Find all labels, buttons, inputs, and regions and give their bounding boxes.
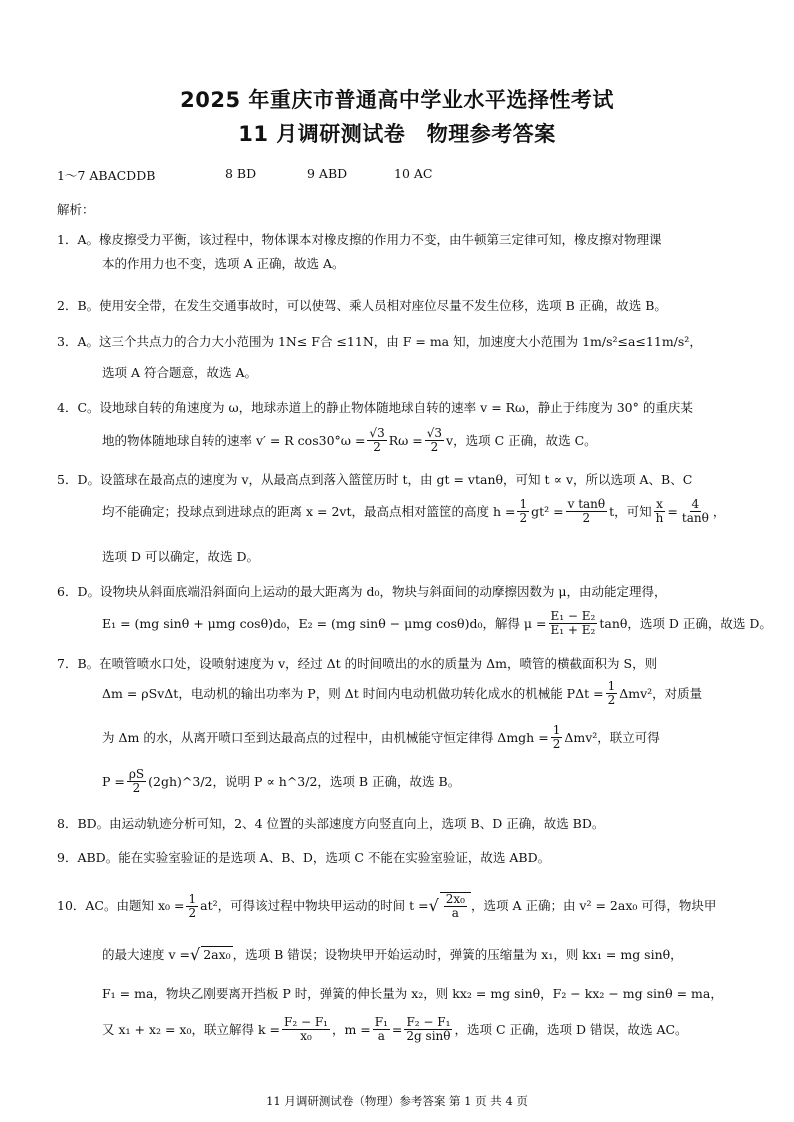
solution-10-text-h: =: [391, 1021, 403, 1037]
fraction: [654, 498, 666, 525]
numerator: √3: [369, 426, 385, 440]
fraction: [367, 427, 386, 454]
solution-7-text-d: Δmv²，联立可得: [564, 729, 660, 745]
numerator: 1: [552, 723, 561, 737]
fraction: [566, 498, 608, 525]
solution-7-line-3: [102, 724, 660, 751]
fraction: [282, 1016, 330, 1043]
numerator: ρS: [128, 767, 145, 781]
fraction: [549, 610, 598, 637]
fraction: [680, 498, 711, 525]
solution-7-text-f: (2gh)^3/2，说明 P ∝ h^3/2，选项 B 正确，故选 B。: [148, 773, 461, 789]
section-label: 解析：: [57, 202, 95, 217]
solution-7-line-1: 7．B。在喷管喷水口处，设喷射速度为 v，经过 Δt 的时间喷出的水的质量为 Δm，喷管的横截面积为 S，则: [57, 656, 658, 671]
solution-8-line-1: 8．BD。由运动轨迹分析可知，2、4 位置的头部速度方向竖直向上，选项 B、D 正确，故选 BD。: [57, 816, 605, 831]
answer-key-8: 8 BD: [225, 166, 257, 181]
solution-7-text-a: Δm = ρSvΔt，电动机的输出功率为 P，则 Δt 时间内电动机做功转化成水的机械能 PΔt =: [102, 685, 604, 701]
solution-10-text-b: at²，可得该过程中物块甲运动的时间 t =: [200, 898, 429, 913]
denominator: 2: [188, 905, 197, 920]
solution-10-line-2: [102, 946, 683, 963]
sqrt-symbol: √: [428, 896, 439, 915]
numerator: 1: [519, 497, 528, 511]
solution-7-text-b: Δmv²，对质量: [619, 685, 703, 701]
numerator: E₁ − E₂: [550, 609, 596, 623]
numerator: 1: [188, 891, 197, 906]
solution-6-line-1: 6．D。设物块从斜面底端沿斜面向上运动的最大距离为 d₀，物块与斜面间的动摩擦因数为 μ，由动能定理得，: [57, 584, 667, 599]
solution-10-text-f: 又 x₁ + x₂ = x₀，联立解得 k =: [102, 1021, 280, 1037]
answer-key-10: 10 AC: [394, 166, 433, 181]
solution-5-text-a: 均不能确定；投球点到进球点的距离 x = 2vt，最高点相对篮筐的高度 h =: [102, 503, 516, 519]
sqrt-body: 2ax₀: [203, 947, 231, 962]
denominator: 2: [373, 440, 381, 454]
denominator: 2: [519, 511, 528, 525]
solution-10-text-c: ，选项 A 正确；由 v² = 2ax₀ 可得，物块甲: [470, 898, 717, 913]
sqrt-symbol: √: [189, 944, 201, 964]
solution-3-line-1: 3．A。这三个共点力的合力大小范围为 1N≤ F合 ≤11N，由 F = ma 知，加速度大小范围为 1m/s²≤a≤11m/s²，: [57, 334, 702, 349]
solution-7-text-c: 为 Δm 的水，从离开喷口至到达最高点的过程中，由机械能守恒定律得 Δmgh =: [102, 729, 549, 745]
numerator: F₁: [374, 1015, 388, 1029]
numerator: F₂ − F₁: [284, 1015, 328, 1029]
exam-subtitle: 11 月调研测试卷 物理参考答案: [238, 122, 556, 146]
solution-4-line-1: 4．C。设地球自转的角速度为 ω，地球赤道上的静止物体随地球自转的速率 v = Rω，静止于纬度为 30° 的重庆某: [57, 400, 693, 415]
page-footer: 11 月调研测试卷（物理）参考答案 第 1 页 共 4 页: [266, 1094, 528, 1108]
fraction: [127, 768, 146, 795]
solution-5-text-c: t，可知: [609, 503, 652, 519]
solution-2-line-1: 2．B。使用安全带，在发生交通事故时，可以使驾、乘人员相对座位尽量不发生位移，选项 B 正确，故选 B。: [57, 298, 667, 313]
denominator: 2: [132, 781, 141, 795]
solution-1-line-2: 本的作用力也不变，选项 A 正确，故选 A。: [102, 256, 345, 271]
solution-7-text-e: P =: [102, 773, 125, 789]
solution-10-text-d: 的最大速度 v =: [102, 946, 190, 962]
answer-key-1-7: 1～7 ABACDDB: [57, 168, 156, 183]
numerator: 1: [607, 679, 616, 693]
solution-5-line-2: [102, 498, 725, 525]
solution-7-line-2: [102, 680, 702, 707]
solution-5-line-3: 选项 D 可以确定，故选 D。: [102, 549, 259, 564]
answer-key-9: 9 ABD: [307, 166, 348, 181]
solution-9-line-1: 9．ABD。能在实验室验证的是选项 A、B、D，选项 C 不能在实验室验证，故选 ABD。: [57, 850, 551, 865]
numerator: √3: [426, 426, 443, 440]
solution-6-text-b: tanθ，选项 D 正确，故选 D。: [599, 615, 772, 631]
fraction: [444, 893, 467, 920]
fraction: [373, 1016, 390, 1043]
solution-6-text-a: E₁ = (mg sinθ + μmg cosθ)d₀，E₂ = (mg sinθ − μmg cosθ)d₀，解得 μ =: [102, 615, 547, 631]
denominator: a: [451, 906, 459, 920]
denominator: 2: [582, 511, 591, 525]
exam-title: 2025 年重庆市普通高中学业水平选择性考试: [180, 88, 614, 112]
denominator: tanθ: [681, 511, 709, 525]
solution-5-text-e: ，: [712, 503, 726, 519]
denominator: x₀: [300, 1029, 312, 1043]
numerator: F₂ − F₁: [406, 1015, 451, 1029]
solution-5-line-1: 5．D。设篮球在最高点的速度为 v，从最高点到落入篮筐历时 t，由 gt = vtanθ，可知 t ∝ v，所以选项 A、B、C: [57, 472, 693, 487]
solution-1-line-1: 1．A。橡皮擦受力平衡，该过程中，物体课本对橡皮擦的作用力不变，由牛顿第三定律可知，橡皮擦对物理课: [57, 232, 662, 247]
fraction: [404, 1016, 452, 1043]
fraction: [425, 427, 444, 454]
solution-4-line-2: [102, 427, 597, 454]
solution-4-text-c: v，选项 C 正确，故选 C。: [446, 432, 597, 448]
denominator: 2: [430, 440, 439, 454]
denominator: h: [655, 511, 664, 525]
numerator: v tanθ: [567, 497, 606, 511]
solution-10-text-i: ，选项 C 正确，选项 D 错误，故选 AC。: [454, 1021, 688, 1037]
numerator: 4: [691, 497, 700, 511]
solution-10-text-a: 10．AC。由题知 x₀ =: [57, 898, 185, 913]
answer-key: [57, 166, 737, 182]
solution-10-text-e: ，选项 B 错误；设物块甲开始运动时，弹簧的压缩量为 x₁，则 kx₁ = mg sinθ，: [232, 946, 683, 962]
solution-5-text-d: =: [667, 503, 678, 519]
denominator: 2g sinθ: [406, 1029, 451, 1043]
solution-4-text-a: 地的物体随地球自转的速率 v′ = R cos30°ω =: [102, 432, 366, 448]
solution-3-line-2: 选项 A 符合题意，故选 A。: [102, 365, 257, 380]
fraction: [186, 893, 198, 920]
fraction: [517, 498, 529, 525]
solution-10-line-1: [57, 892, 716, 920]
solution-7-line-4: [102, 768, 460, 795]
numerator: x: [656, 497, 663, 511]
denominator: 2: [607, 693, 616, 707]
denominator: 2: [552, 737, 561, 751]
solution-10-line-3: F₁ = ma，物块乙刚要离开挡板 P 时，弹簧的伸长量为 x₂，则 kx₂ = mg sinθ，F₂ − kx₂ − mg sinθ = ma，: [102, 986, 723, 1001]
denominator: a: [377, 1029, 385, 1043]
solution-4-text-b: Rω =: [388, 432, 423, 448]
fraction: [551, 724, 563, 751]
fraction: [606, 680, 618, 707]
sqrt-body: [440, 892, 471, 920]
solution-10-line-4: [102, 1016, 688, 1043]
denominator: E₁ + E₂: [550, 623, 596, 637]
solution-6-line-2: [102, 610, 772, 637]
solution-5-text-b: gt² =: [531, 503, 564, 519]
numerator: 2x₀: [445, 892, 465, 906]
solution-10-text-g: ，m =: [331, 1021, 371, 1037]
